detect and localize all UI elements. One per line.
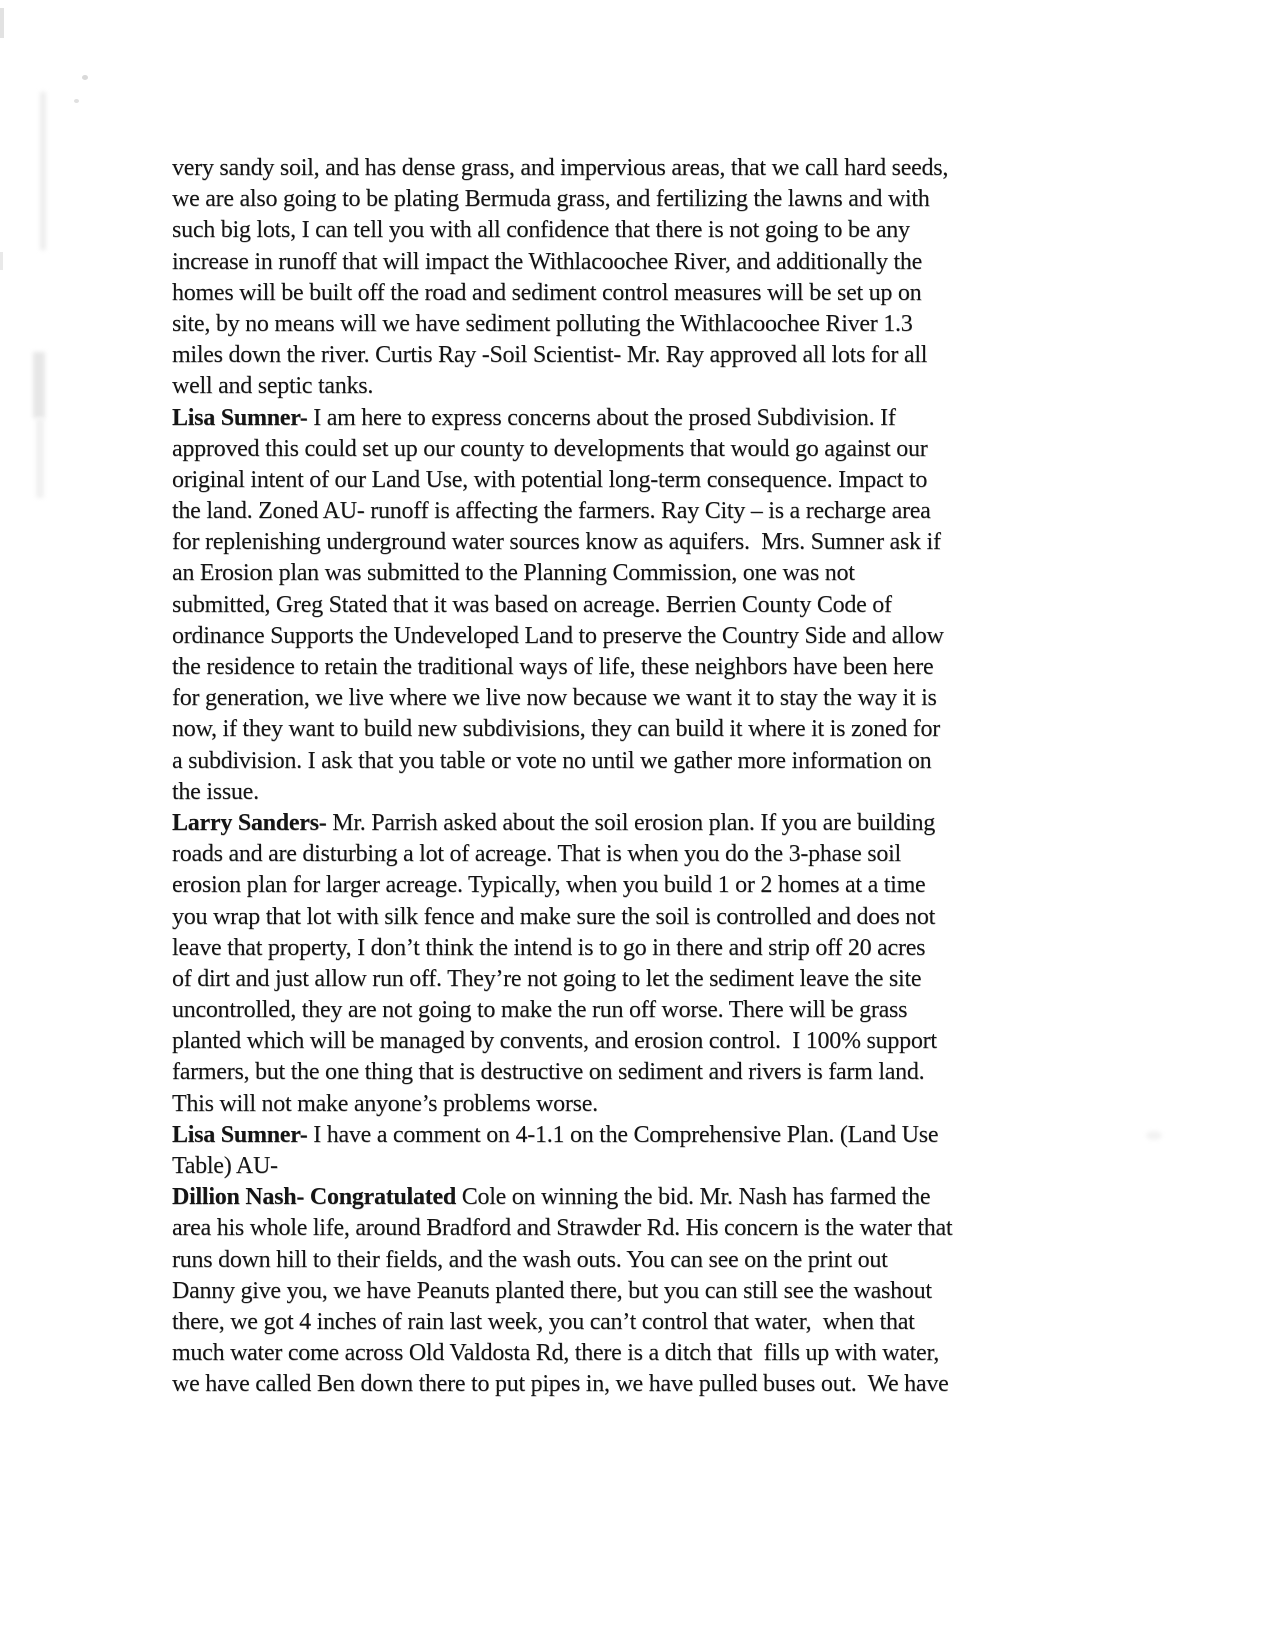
text-line: approved this could set up our county to developments that would go against our — [172, 435, 928, 462]
scan-artifact-dot — [82, 75, 88, 80]
text-line — [172, 808, 1082, 839]
text-line — [172, 403, 1082, 434]
text-line: submitted, Greg Stated that it was based on acreage. Berrien County Code of — [172, 591, 892, 618]
speaker-name: Dillion Nash- Congratulated — [172, 1184, 456, 1211]
text-line: the issue. — [172, 778, 259, 805]
text-line: uncontrolled, they are not going to make the run off worse. There will be grass — [172, 997, 908, 1024]
text-line: there, we got 4 inches of rain last week, you can’t control that water, when that — [172, 1308, 915, 1335]
speaker-name: Lisa Sumner- — [172, 404, 308, 431]
text-line: erosion plan for larger acreage. Typically, when you build 1 or 2 homes at a time — [172, 872, 926, 899]
text-line: runs down hill to their fields, and the wash outs. You can see on the print out — [172, 1246, 888, 1273]
text-line: a subdivision. I ask that you table or vote no until we gather more information on — [172, 747, 932, 774]
text-line: such big lots, I can tell you with all confidence that there is not going to be any — [172, 217, 910, 244]
scan-artifact-dot — [74, 99, 79, 103]
text-line: miles down the river. Curtis Ray -Soil Scientist- Mr. Ray approved all lots for all — [172, 342, 928, 369]
text-line: leave that property, I don’t think the intend is to go in there and strip off 20 acres — [172, 934, 926, 961]
text-line: much water come across Old Valdosta Rd, there is a ditch that fills up with water, — [172, 1340, 939, 1367]
text-line: for generation, we live where we live now because we want it to stay the way it is — [172, 685, 937, 712]
text-line: of dirt and just allow run off. They’re not going to let the sediment leave the site — [172, 965, 922, 992]
text-line: increase in runoff that will impact the Withlacoochee River, and additionally the — [172, 248, 923, 275]
text-run: very sandy soil, and has dense grass, and impervious areas, that we call hard seeds, — [172, 155, 949, 181]
scan-artifact-edge-mid — [0, 252, 3, 270]
text-line — [172, 153, 1082, 184]
paragraph-larry-sanders — [172, 808, 1082, 1120]
text-line: you wrap that lot with silk fence and make sure the soil is controlled and does not — [172, 903, 936, 930]
text-line: area his whole life, around Bradford and Strawder Rd. His concern is the water that — [172, 1215, 953, 1242]
scan-artifact-smudge — [33, 352, 45, 418]
text-run: Mr. Parrish asked about the soil erosion plan. If you are building — [326, 809, 935, 836]
text-line: ordinance Supports the Undeveloped Land to preserve the Country Side and allow — [172, 622, 944, 649]
text-line: for replenishing underground water sources know as aquifers. Mrs. Sumner ask if — [172, 529, 941, 556]
text-line: the land. Zoned AU- runoff is affecting the farmers. Ray City – is a recharge area — [172, 498, 931, 525]
text-line: we have called Ben down there to put pipes in, we have pulled buses out. We have — [172, 1371, 949, 1398]
paragraph-continuation — [172, 153, 1082, 403]
text-line: planted which will be managed by convents, and erosion control. I 100% support — [172, 1028, 937, 1055]
text-line: farmers, but the one thing that is destructive on sediment and rivers is farm land. — [172, 1059, 925, 1086]
text-line: homes will be built off the road and sediment control measures will be set up on — [172, 279, 922, 306]
text-line: Table) AU- — [172, 1153, 278, 1179]
scan-artifact-smudge — [36, 418, 44, 498]
text-line: well and septic tanks. — [172, 373, 374, 400]
text-line — [172, 1120, 1082, 1151]
speaker-name: Lisa Sumner- — [172, 1121, 308, 1148]
scan-artifact-smudge — [40, 92, 46, 250]
scan-artifact-edge-top — [0, 8, 4, 38]
text-run: Cole on winning the bid. Mr. Nash has farmed the — [455, 1184, 931, 1211]
text-line: now, if they want to build new subdivisions, they can build it where it is zoned for — [172, 716, 940, 743]
text-line: an Erosion plan was submitted to the Planning Commission, one was not — [172, 560, 855, 587]
text-run: I am here to express concerns about the prosed Subdivision. If — [307, 404, 896, 431]
paragraph-lisa-sumner-2 — [172, 1120, 1082, 1182]
text-line: the residence to retain the traditional ways of life, these neighbors have been here — [172, 654, 934, 680]
text-line: we are also going to be plating Bermuda grass, and fertilizing the lawns and with — [172, 186, 930, 213]
text-line — [172, 1182, 1082, 1213]
scan-artifact-smudge — [1146, 1131, 1162, 1140]
text-line: This will not make anyone’s problems worse. — [172, 1090, 598, 1117]
paragraph-dillion-nash — [172, 1182, 1082, 1400]
text-line: original intent of our Land Use, with potential long-term consequence. Impact to — [172, 466, 928, 493]
text-line: Danny give you, we have Peanuts planted there, but you can still see the washout — [172, 1277, 932, 1304]
text-line: site, by no means will we have sediment polluting the Withlacoochee River 1.3 — [172, 310, 913, 337]
text-line: roads and are disturbing a lot of acreage. That is when you do the 3-phase soil — [172, 841, 901, 868]
speaker-name: Larry Sanders- — [172, 809, 327, 836]
paragraph-lisa-sumner-1 — [172, 403, 1082, 808]
text-run: I have a comment on 4-1.1 on the Comprehensive Plan. (Land Use — [307, 1121, 939, 1148]
meeting-minutes-text — [172, 153, 1082, 1401]
